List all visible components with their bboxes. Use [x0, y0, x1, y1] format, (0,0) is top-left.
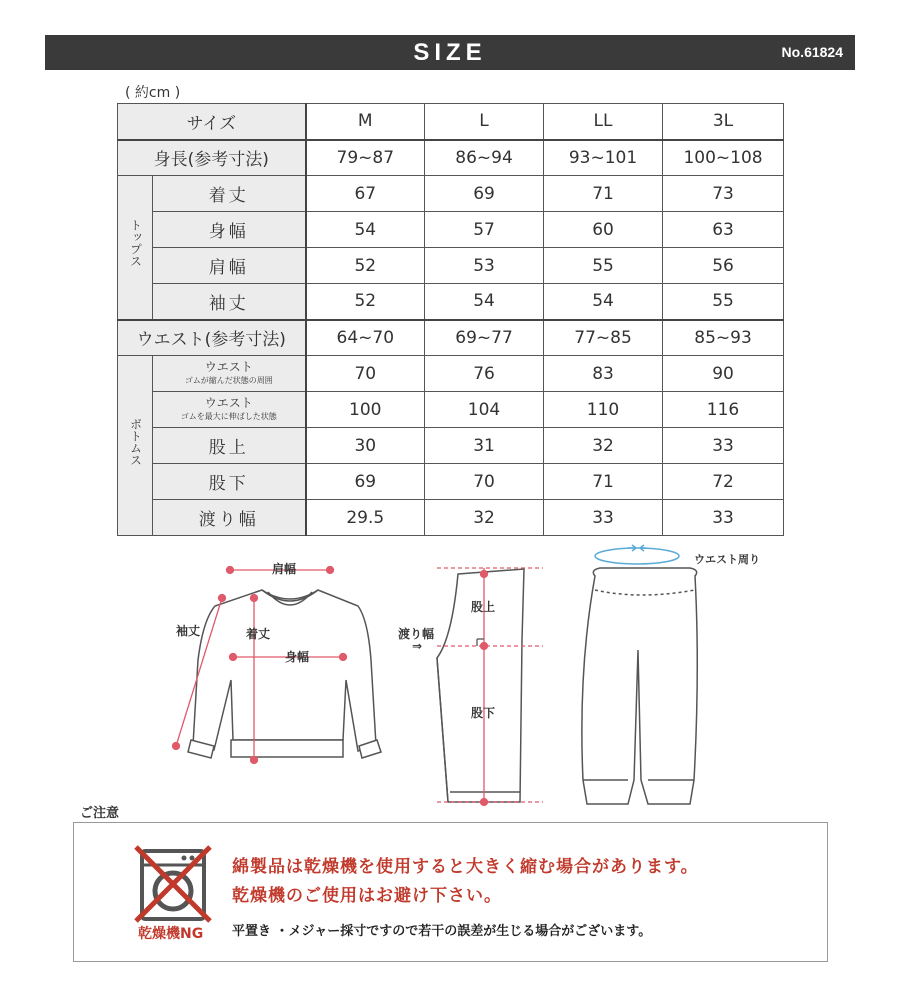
unit-label: ( 約cm ) [125, 85, 181, 101]
table-cell: 70 [425, 464, 544, 500]
table-row [118, 500, 784, 536]
caution-line-3: 平置き ・メジャー採寸ですので若干の誤差が生じる場合がございます。 [232, 924, 652, 939]
table-cell: 31 [425, 428, 544, 464]
length-label: 着丈 [246, 627, 271, 641]
row-label-sub: ゴムを最大に伸ばした状態 [180, 411, 277, 421]
table-cell: 104 [425, 392, 544, 428]
row-label-main: ウエスト [204, 395, 253, 410]
table-cell: 116 [663, 392, 784, 428]
garment-illustration [0, 540, 900, 810]
caution-line-1: 綿製品は乾燥機を使用すると大きく縮む場合があります。 [232, 857, 699, 877]
table-cell: 63 [663, 212, 784, 248]
row-label: 袖丈 [153, 284, 306, 320]
waist-ring-icon [595, 545, 679, 564]
table-cell: 71 [544, 176, 663, 212]
caution-title: ご注意 [80, 806, 120, 821]
table-row [118, 248, 784, 284]
product-number: No.61824 [781, 44, 843, 60]
table-cell: 33 [663, 500, 784, 536]
table-cell: 85~93 [663, 320, 784, 356]
table-cell: 73 [663, 176, 784, 212]
measurement-diagram [0, 540, 900, 810]
table-cell: 54 [306, 212, 425, 248]
table-row [118, 284, 784, 320]
row-label: 股上 [153, 428, 306, 464]
table-cell: 69 [425, 176, 544, 212]
no-dryer-icon [134, 845, 214, 925]
table-row [118, 176, 784, 212]
table-cell: 100~108 [663, 140, 784, 176]
tops-group-label [118, 176, 153, 320]
caution-line-2: 乾燥機のご使用はお避け下さい。 [232, 886, 502, 906]
row-label: 身幅 [153, 212, 306, 248]
row-label: 着丈 [153, 176, 306, 212]
table-cell: 83 [544, 356, 663, 392]
row-label: 股下 [153, 464, 306, 500]
row-label [153, 356, 306, 392]
table-cell: 55 [663, 284, 784, 320]
table-row [118, 356, 784, 392]
table-row [118, 392, 784, 428]
size-table [117, 103, 784, 536]
table-cell: 69 [306, 464, 425, 500]
table-cell: 30 [306, 428, 425, 464]
size-col-header: 3L [663, 104, 784, 140]
table-cell: 90 [663, 356, 784, 392]
size-col-header: M [306, 104, 425, 140]
table-cell: 110 [544, 392, 663, 428]
table-cell: 64~70 [306, 320, 425, 356]
table-header-row [118, 104, 784, 140]
table-cell: 79~87 [306, 140, 425, 176]
size-col-header: LL [544, 104, 663, 140]
size-col-header: L [425, 104, 544, 140]
table-cell: 32 [544, 428, 663, 464]
table-cell: 53 [425, 248, 544, 284]
table-cell: 52 [306, 284, 425, 320]
pants-front-illustration [582, 568, 697, 804]
table-cell: 86~94 [425, 140, 544, 176]
waist-around-label: ウエスト周り [694, 553, 760, 566]
table-row [118, 320, 784, 356]
table-cell: 56 [663, 248, 784, 284]
table-cell: 52 [306, 248, 425, 284]
bottoms-group-text: ボトムス [128, 417, 143, 466]
size-header-cell: サイズ [118, 104, 306, 140]
table-cell: 54 [544, 284, 663, 320]
table-cell: 29.5 [306, 500, 425, 536]
table-cell: 54 [425, 284, 544, 320]
table-cell: 69~77 [425, 320, 544, 356]
sleeve-label: 袖丈 [176, 624, 201, 638]
table-cell: 70 [306, 356, 425, 392]
table-cell: 33 [544, 500, 663, 536]
table-cell: 57 [425, 212, 544, 248]
height-label: 身長(参考寸法) [118, 140, 306, 176]
row-label-main: ウエスト [204, 359, 253, 374]
table-cell: 100 [306, 392, 425, 428]
table-row [118, 140, 784, 176]
dryer-ng-label: 乾燥機NG [138, 926, 204, 942]
inseam-label: 股下 [471, 706, 496, 720]
row-label-sub: ゴムが縮んだ状態の周囲 [184, 375, 273, 385]
table-row [118, 464, 784, 500]
table-row [118, 428, 784, 464]
caution-box [73, 822, 828, 962]
table-cell: 76 [425, 356, 544, 392]
table-row [118, 212, 784, 248]
bottoms-group-label [118, 356, 153, 536]
table-cell: 71 [544, 464, 663, 500]
table-cell: 67 [306, 176, 425, 212]
rise-label: 股上 [471, 600, 496, 614]
table-cell: 72 [663, 464, 784, 500]
row-label: 肩幅 [153, 248, 306, 284]
table-cell: 93~101 [544, 140, 663, 176]
tops-group-text: トップス [128, 219, 143, 268]
page-title: SIZE [413, 39, 487, 66]
size-banner [45, 35, 855, 70]
waist-label: ウエスト(参考寸法) [118, 320, 306, 356]
table-cell: 77~85 [544, 320, 663, 356]
shoulder-label: 肩幅 [272, 562, 297, 576]
thigh-arrow: ⇒ [412, 639, 423, 653]
thigh-label: 渡り幅 [398, 627, 435, 641]
table-cell: 55 [544, 248, 663, 284]
table-cell: 60 [544, 212, 663, 248]
row-label: 渡り幅 [153, 500, 306, 536]
table-cell: 33 [663, 428, 784, 464]
table-cell: 32 [425, 500, 544, 536]
row-label [153, 392, 306, 428]
body-width-label: 身幅 [285, 650, 310, 664]
